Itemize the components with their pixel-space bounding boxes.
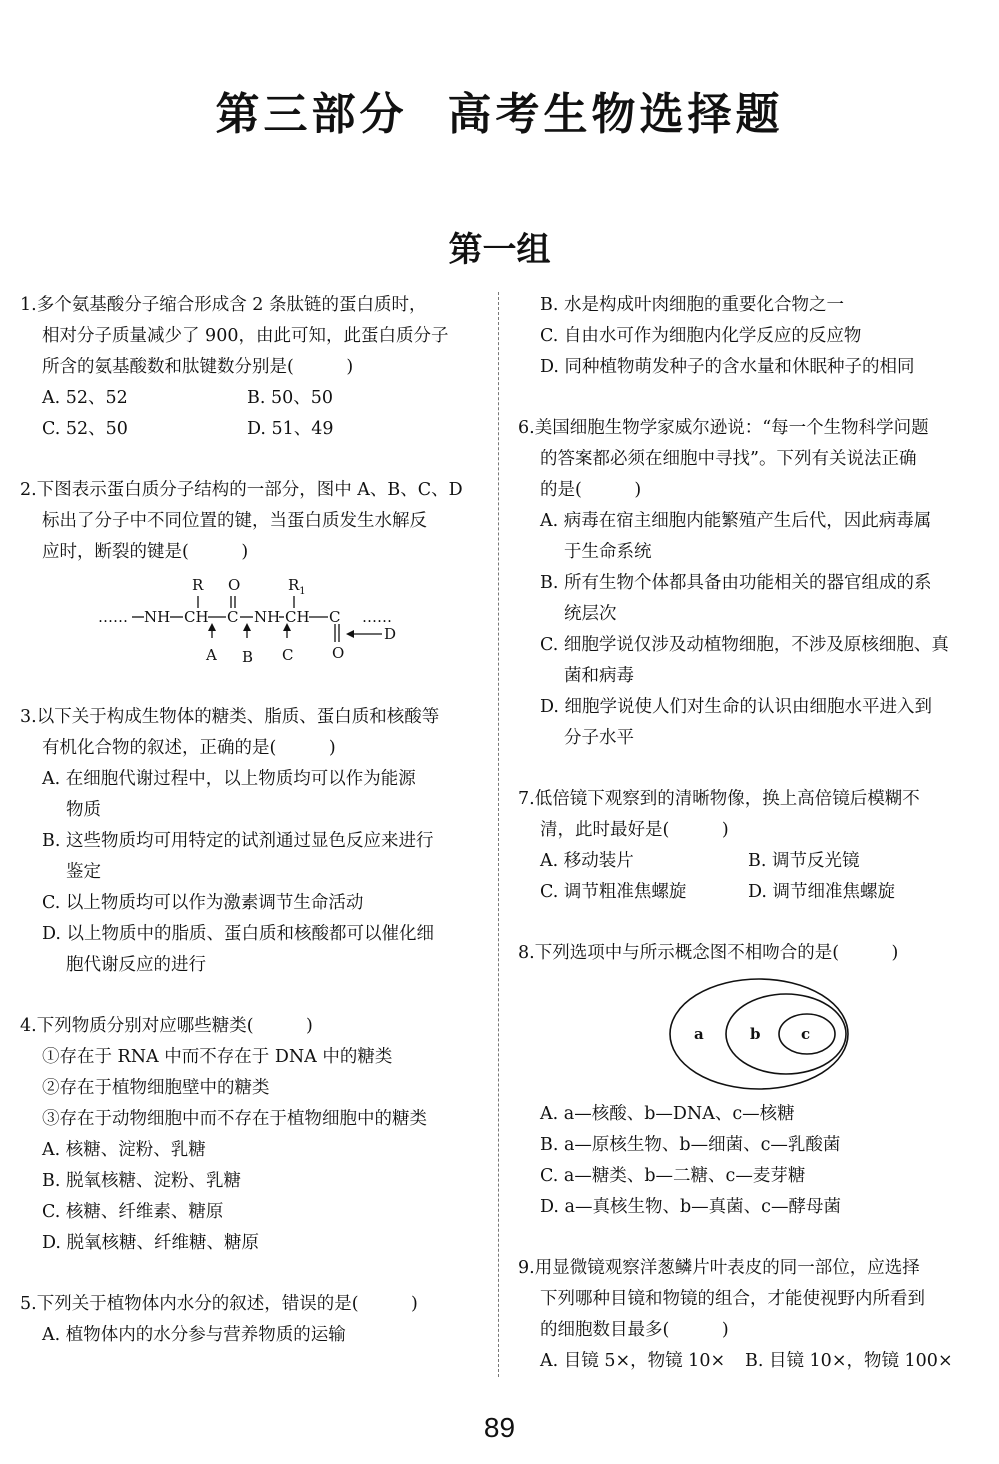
- option-b: B. 脱氧核糖、淀粉、乳糖: [42, 1171, 241, 1191]
- question-text: 下列哪种目镜和物镜的组合，才能使视野内所看到: [540, 1289, 925, 1309]
- nh-label: NH: [254, 608, 281, 626]
- question-text: 9.用显微镜观察洋葱鳞片叶表皮的同一部位，应选择: [518, 1258, 920, 1278]
- option-b-cont: 鉴定: [66, 862, 101, 882]
- question-6: [518, 413, 973, 754]
- question-text: 清，此时最好是( ): [540, 820, 729, 840]
- page-title-part: 第三部分: [215, 89, 408, 140]
- r-group-label: R: [192, 576, 204, 594]
- question-9: [518, 1253, 973, 1377]
- chain-dots-right: ……: [362, 608, 392, 626]
- arrow-head: [208, 623, 216, 631]
- r1-group-label: $R_1$: [288, 576, 306, 597]
- question-text: 5.下列关于植物体内水分的叙述，错误的是( ): [20, 1294, 418, 1314]
- nh-label: NH: [144, 608, 171, 626]
- middle-ellipse-b: [726, 994, 846, 1074]
- page-number: 89: [483, 1412, 516, 1443]
- protein-structure-figure: [20, 568, 475, 688]
- label-c: C: [282, 646, 294, 664]
- option-b: B. 50、50: [247, 388, 334, 408]
- venn-label-c: c: [801, 1025, 811, 1043]
- left-column: [20, 290, 475, 1351]
- question-8: [518, 938, 973, 1223]
- lower-o-label: O: [332, 644, 345, 662]
- page-title: [0, 78, 999, 142]
- option-b: B. 这些物质均可用特定的试剂通过显色反应来进行: [42, 831, 434, 851]
- option-d: D. 细胞学说使人们对生命的认识由细胞水平进入到: [540, 697, 933, 717]
- option-a: A. 52、52: [42, 388, 128, 408]
- option-a: A. 目镜 5×，物镜 10×: [540, 1351, 726, 1371]
- option-b: B. 调节反光镜: [748, 851, 860, 871]
- question-item: ②存在于植物细胞壁中的糖类: [42, 1078, 270, 1098]
- question-item: ③存在于动物细胞中而不存在于植物细胞中的糖类: [42, 1109, 427, 1129]
- option-c: C. a—糖类、b—二糖、c—麦芽糖: [540, 1166, 806, 1186]
- option-c: C. 52、50: [42, 419, 128, 439]
- label-b: B: [242, 648, 254, 666]
- option-row: [518, 846, 973, 877]
- option-d: D. a—真核生物、b—真菌、c—酵母菌: [540, 1197, 841, 1217]
- label-d: D: [384, 625, 397, 643]
- question-text: 所含的氨基酸数和肽键数分别是( ): [42, 357, 354, 377]
- section-title: 第一组: [448, 230, 551, 270]
- concept-venn-diagram: [518, 969, 973, 1099]
- option-row: [20, 383, 475, 414]
- question-3: [20, 702, 475, 981]
- question-text: 有机化合物的叙述，正确的是( ): [42, 738, 336, 758]
- question-text: 4.下列物质分别对应哪些糖类( ): [20, 1016, 313, 1036]
- option-c: C. 调节粗准焦螺旋: [540, 882, 687, 902]
- page-title-subject: 高考生物选择题: [447, 89, 784, 140]
- option-a: A. 移动装片: [540, 851, 634, 871]
- option-a-cont: 物质: [66, 800, 101, 820]
- option-d-cont: 胞代谢反应的进行: [66, 955, 206, 975]
- option-b: B. 水是构成叶肉细胞的重要化合物之一: [540, 295, 844, 315]
- arrow-head: [243, 623, 251, 631]
- option-d: D. 同种植物萌发种子的含水量和休眠种子的相同: [540, 357, 915, 377]
- option-a: A. a—核酸、b—DNA、c—核糖: [540, 1104, 795, 1124]
- option-d: D. 脱氧核糖、纤维糖、糖原: [42, 1233, 260, 1253]
- option-c: C. 以上物质均可以作为激素调节生命活动: [42, 893, 364, 913]
- column-divider: [498, 292, 499, 1377]
- question-1: [20, 290, 475, 445]
- question-7: [518, 784, 973, 908]
- question-5-cont: [518, 290, 973, 383]
- carbonyl-o-label: O: [228, 576, 241, 594]
- option-a-cont: 于生命系统: [564, 542, 652, 562]
- option-d: D. 以上物质中的脂质、蛋白质和核酸都可以催化细: [42, 924, 435, 944]
- question-text: 标出了分子中不同位置的键，当蛋白质发生水解反: [42, 511, 427, 531]
- option-a: A. 核糖、淀粉、乳糖: [42, 1140, 206, 1160]
- option-d: D. 51、49: [247, 419, 334, 439]
- question-text: 7.低倍镜下观察到的清晰物像，换上高倍镜后模糊不: [518, 789, 920, 809]
- option-b: B. a—原核生物、b—细菌、c—乳酸菌: [540, 1135, 841, 1155]
- c-label: C: [329, 608, 341, 626]
- venn-label-a: a: [694, 1025, 704, 1043]
- question-4: [20, 1011, 475, 1259]
- option-d: D. 调节细准焦螺旋: [748, 882, 896, 902]
- question-5: [20, 1289, 475, 1351]
- question-text: 应时，断裂的键是( ): [42, 542, 249, 562]
- option-c-cont: 菌和病毒: [564, 666, 634, 686]
- question-text: 1.多个氨基酸分子缩合形成含 2 条肽链的蛋白质时，: [20, 295, 427, 315]
- question-text: 2.下图表示蛋白质分子结构的一部分，图中 A、B、C、D: [20, 480, 463, 500]
- option-b: B. 目镜 10×，物镜 100×: [745, 1351, 953, 1371]
- label-a: A: [206, 646, 217, 664]
- peptide-diagram: [20, 568, 475, 688]
- question-text: 的答案都必须在细胞中寻找”。下列有关说法正确: [540, 449, 917, 469]
- option-b-cont: 统层次: [564, 604, 617, 624]
- option-a: A. 病毒在宿主细胞内能繁殖产生后代，因此病毒属: [540, 511, 932, 531]
- c-label: C: [227, 608, 239, 626]
- arrow-head: [346, 630, 354, 638]
- option-row: [518, 877, 973, 908]
- question-2: [20, 475, 475, 688]
- option-a: A. 植物体内的水分参与营养物质的运输: [42, 1325, 346, 1345]
- option-row: [20, 414, 475, 445]
- question-item: ①存在于 RNA 中而不存在于 DNA 中的糖类: [42, 1047, 393, 1067]
- question-text: 3.以下关于构成生物体的糖类、脂质、蛋白质和核酸等: [20, 707, 440, 727]
- option-d-cont: 分子水平: [564, 728, 634, 748]
- option-c: C. 细胞学说仅涉及动植物细胞，不涉及原核细胞、真: [540, 635, 949, 655]
- option-b: B. 所有生物个体都具备由功能相关的器官组成的系: [540, 573, 932, 593]
- question-text: 8.下列选项中与所示概念图不相吻合的是( ): [518, 943, 899, 963]
- right-column: [518, 290, 973, 1377]
- option-row: [518, 1346, 973, 1377]
- option-a: A. 在细胞代谢过程中，以上物质均可以作为能源: [42, 769, 416, 789]
- ch-label: CH: [285, 608, 310, 626]
- option-c: C. 自由水可作为细胞内化学反应的反应物: [540, 326, 862, 346]
- chain-dots-left: ……: [98, 608, 128, 626]
- option-c: C. 核糖、纤维素、糖原: [42, 1202, 224, 1222]
- question-text: 6.美国细胞生物学家威尔逊说：“每一个生物科学问题: [518, 418, 929, 438]
- venn-label-b: b: [750, 1025, 761, 1043]
- question-text: 的细胞数目最多( ): [540, 1320, 729, 1340]
- question-text: 的是( ): [540, 480, 642, 500]
- ch-label: CH: [184, 608, 209, 626]
- question-text: 相对分子质量减少了 900，由此可知，此蛋白质分子: [42, 326, 449, 346]
